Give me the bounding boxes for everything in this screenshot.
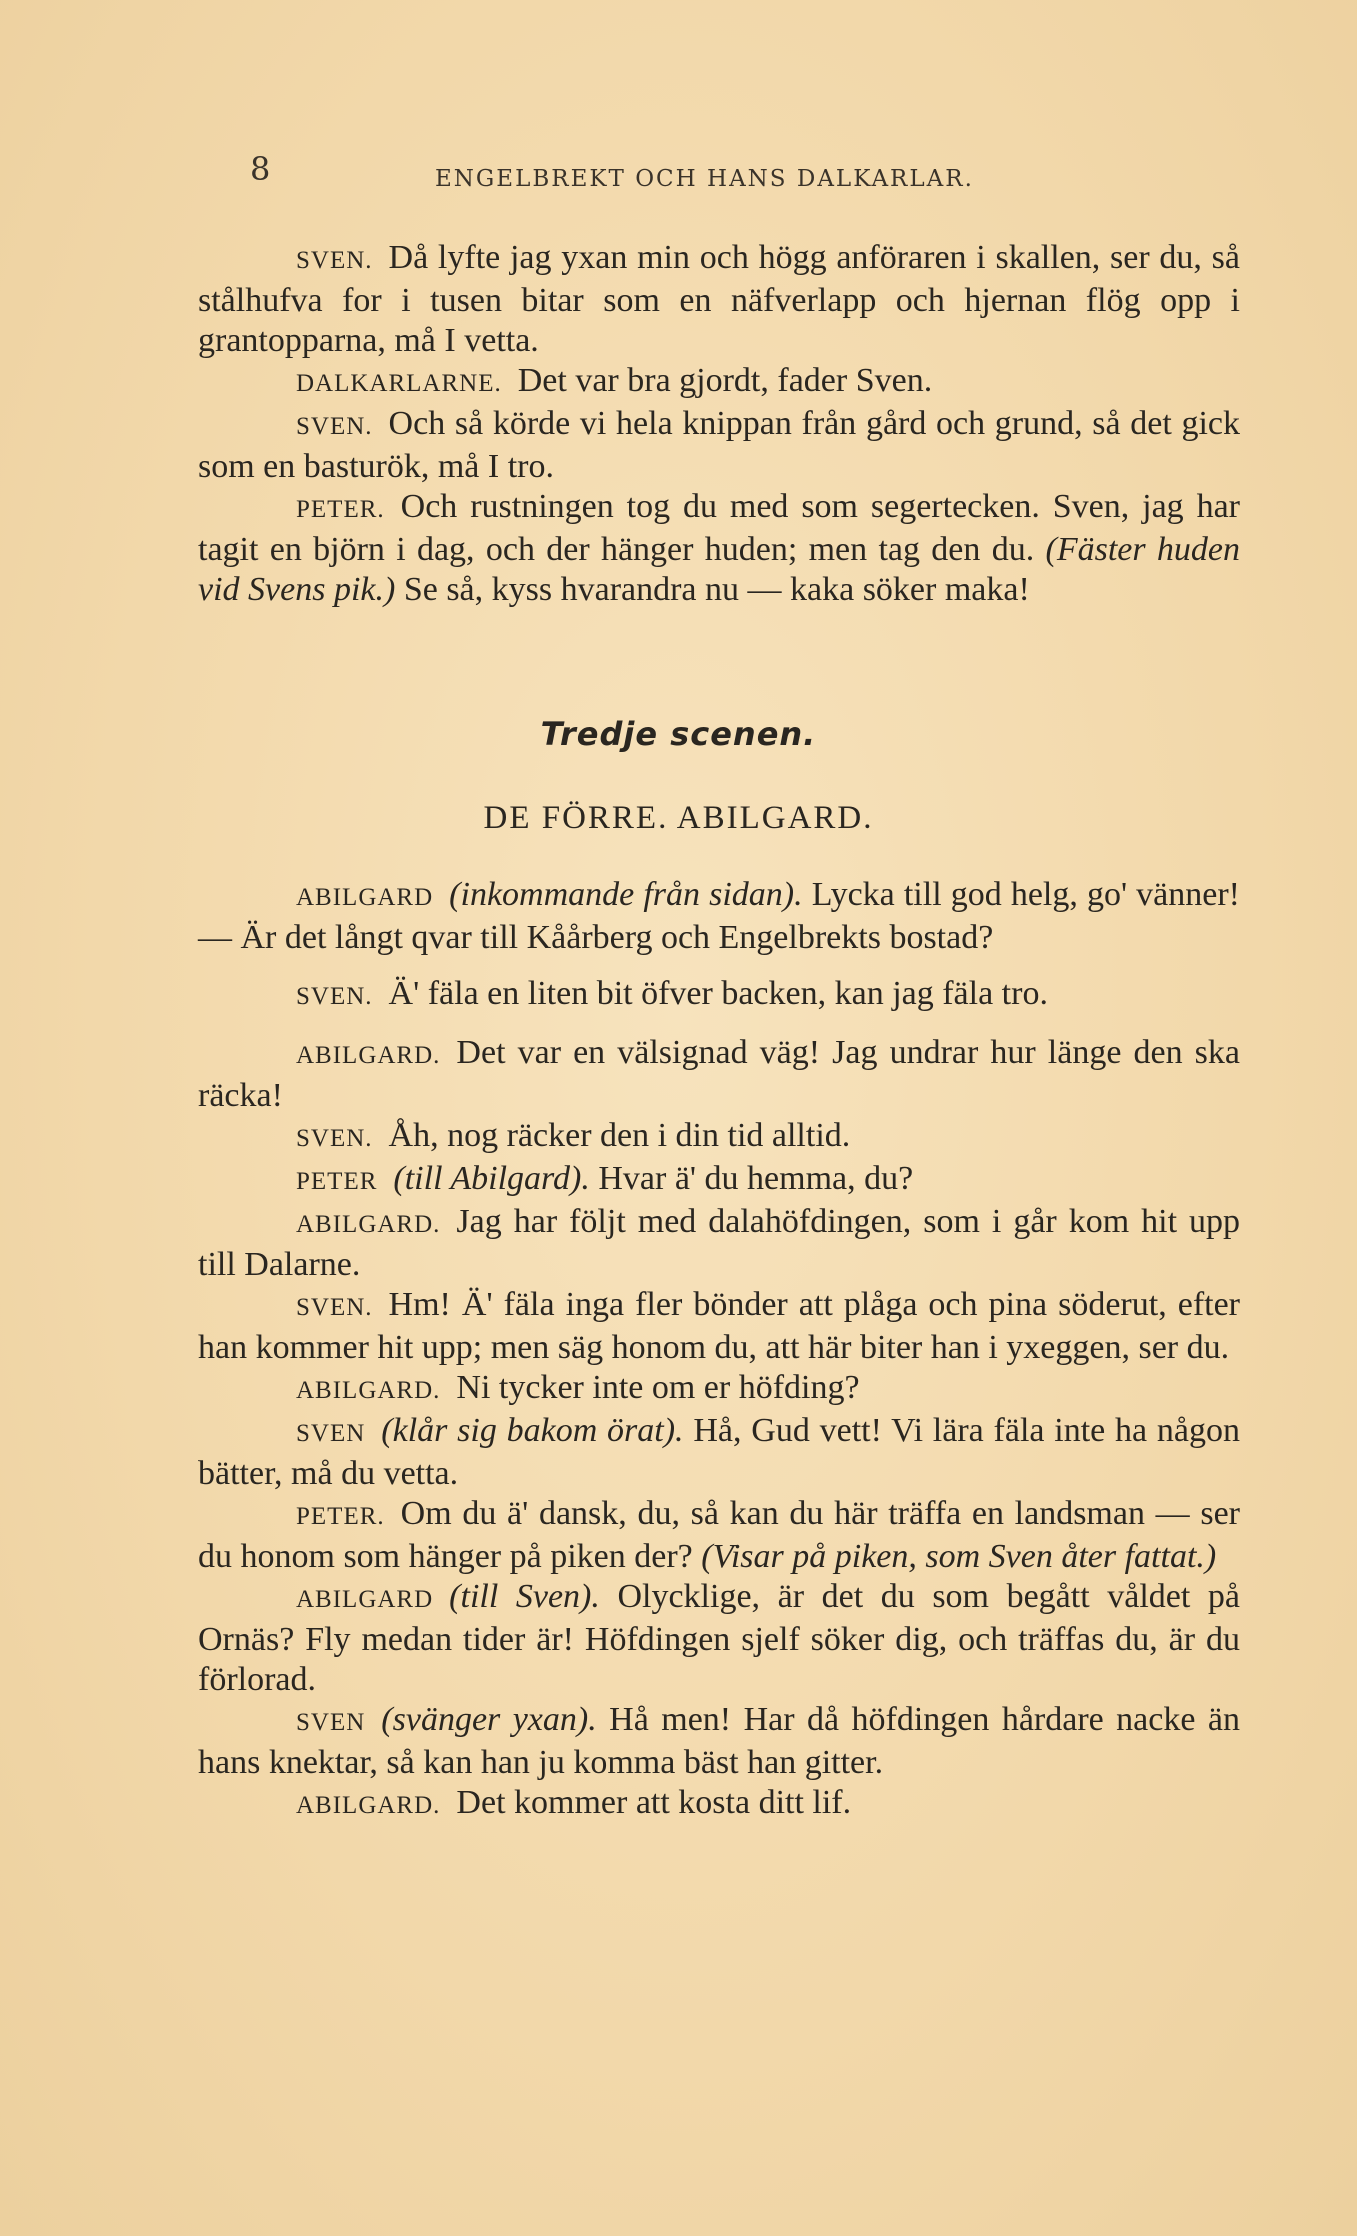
scene-title: Tredje scenen. [540,715,817,753]
stage-direction: (till Abilgard). [393,1160,590,1197]
stage-direction: (inkommande från sidan). [449,876,803,913]
dialogue-line [198,1033,1240,1116]
speaker-name: SVEN. [296,413,373,440]
speaker-name: SVEN. [296,1294,373,1321]
line-text: Ä' fäla en liten bit öfver backen, kan jag fäla tro. [388,975,1048,1012]
line-text: Olycklige, är det du som begått våldet på Ornäs? Fly medan tider är! Höfdingen sjelf söker dig, och träffas du, är du förlorad. [198,1578,1240,1698]
dialogue-line [198,487,1240,610]
dialogue-line [198,238,1240,361]
speaker-name: PETER. [296,496,385,523]
dialogue-line [198,1159,1240,1202]
line-text: Hm! Ä' fäla inga fler bönder att plåga och pina söderut, efter han kommer hit upp; men säg honom du, att här biter han i yxeggen, ser du. [198,1286,1240,1366]
dialogue-line [198,1700,1240,1783]
line-text: Jag har följt med dalahöfdingen, som i går kom hit upp till Dalarne. [198,1203,1240,1283]
speaker-name: DALKARLARNE. [296,370,502,397]
dialogue-line [198,1783,1240,1826]
line-text: Och så körde vi hela knippan från gård och grund, så det gick som en basturök, må I tro. [198,405,1240,485]
stage-direction: (till Sven). [449,1578,600,1615]
dialogue-line [198,361,1240,404]
speaker-name: ABILGARD. [296,1042,441,1069]
line-text: Hvar ä' du hemma, du? [598,1160,914,1197]
line-text: Det var en välsignad väg! Jag undrar hur länge den ska räcka! [198,1034,1240,1114]
line-text: Det kommer att kosta ditt lif. [456,1784,852,1821]
speaker-name: SVEN [296,1420,366,1447]
line-text: Det var bra gjordt, fader Sven. [517,362,933,399]
stage-direction: (klår sig bakom örat). [381,1412,684,1449]
speaker-name: SVEN. [296,1125,373,1152]
dialogue-part-2 [198,875,1240,1826]
line-text: Se så, kyss hvarandra nu — kaka söker maka! [403,571,1030,608]
speaker-name: SVEN [296,1709,366,1736]
line-text: Och rustningen tog du med som segertecken. Sven, jag har tagit en björn i dag, och der hänger huden; men tag den du. [198,488,1240,568]
page-header [250,150,1080,200]
stage-direction: (Visar på piken, som Sven åter fattat.) [701,1538,1217,1575]
dialogue-line [198,875,1240,958]
dialogue-part-1 [198,238,1240,610]
line-text: Ni tycker inte om er höfding? [456,1369,860,1406]
dialogue-line [198,404,1240,487]
speaker-name: ABILGARD [296,1586,434,1613]
stage-direction: (Fäster huden vid Svens pik.) [198,531,1241,608]
line-text: Lycka till god helg, go' vänner! — Är det långt qvar till Kåårberg och Engelbrekts bostad? [198,876,1240,956]
line-text: Om du ä' dansk, du, så kan du här träffa en landsman — ser du honom som hänger på piken der? [198,1495,1240,1575]
speaker-name: SVEN. [296,983,373,1010]
dialogue-line [198,1411,1240,1494]
dialogue-line [198,1116,1240,1159]
speaker-name: PETER [296,1168,378,1195]
speaker-name: SVEN. [296,247,373,274]
dialogue-line [198,1202,1240,1285]
speaker-name: ABILGARD. [296,1377,441,1404]
speaker-name: ABILGARD [296,884,434,911]
dialogue-line [198,1494,1240,1577]
dialogue-line [198,1368,1240,1411]
line-text: Åh, nog räcker den i din tid alltid. [388,1117,851,1154]
line-text: Då lyfte jag yxan min och högg anföraren i skallen, ser du, så stålhufva for i tusen bitar som en näfverlapp och hjernan flög opp i grantopparna, må I vetta. [198,239,1240,359]
stage-direction: (svänger yxan). [381,1701,597,1738]
scene-characters: DE FÖRRE. ABILGARD. [483,800,874,836]
running-title: ENGELBREKT OCH HANS DALKARLAR. [435,166,974,192]
line-text: Hå, Gud vett! Vi lära fäla inte ha någon bätter, må du vetta. [198,1412,1240,1492]
speaker-name: ABILGARD. [296,1792,441,1819]
line-text: Hå men! Har då höfdingen hårdare nacke än hans knektar, så kan han ju komma bäst han gitter. [198,1701,1240,1781]
speaker-name: ABILGARD. [296,1211,441,1238]
dialogue-line [198,1285,1240,1368]
dialogue-line [198,1577,1240,1700]
speaker-name: PETER. [296,1503,385,1530]
dialogue-line [198,974,1240,1017]
page-number: 8 [250,150,271,188]
